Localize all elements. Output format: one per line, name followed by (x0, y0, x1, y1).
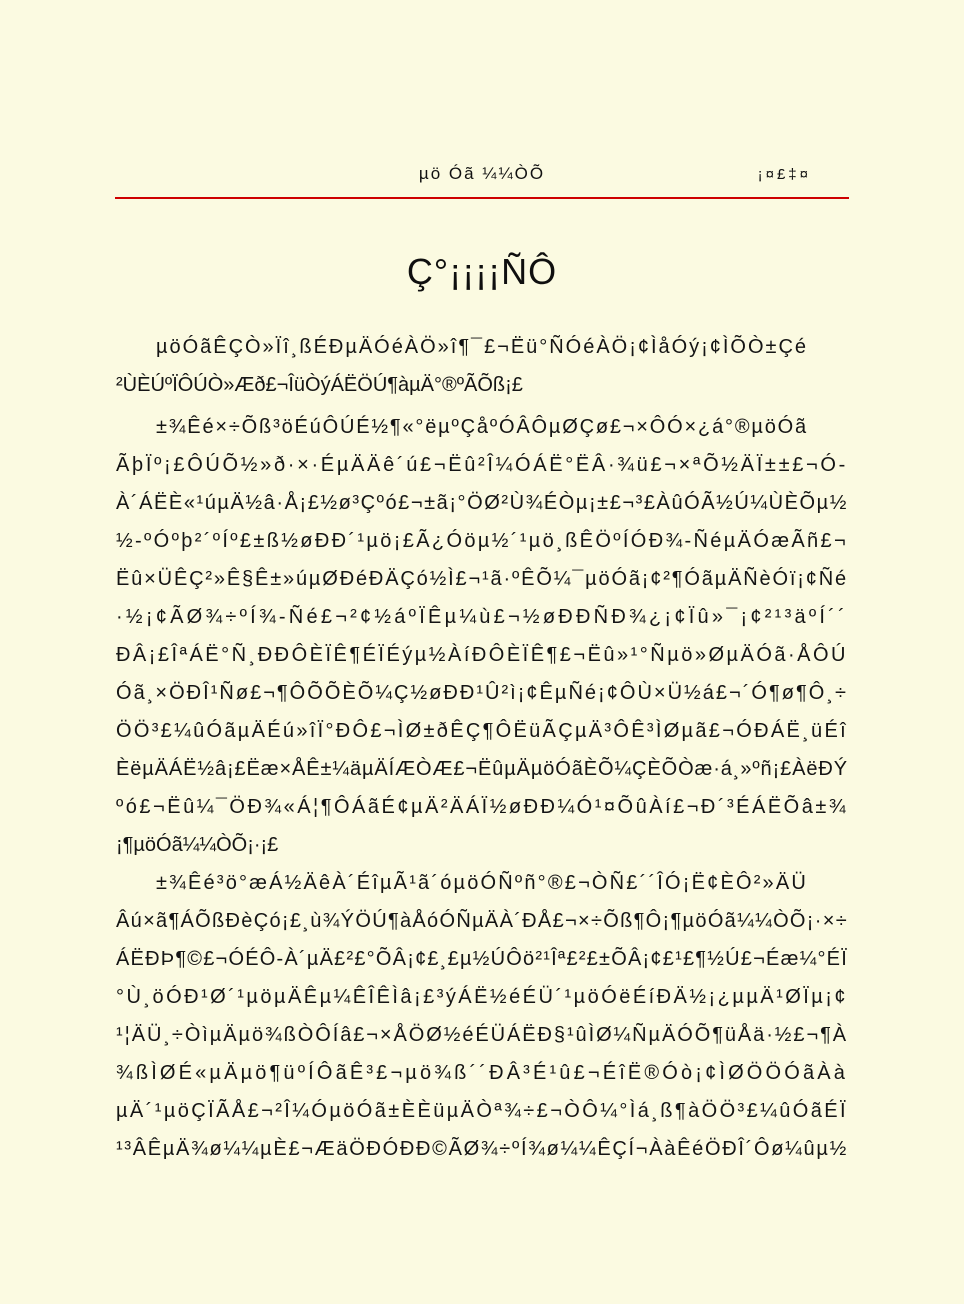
running-header-title: µö Óã ¼¼ÒÕ (418, 164, 546, 183)
body-line: ¹³ÂÊµÄ¾ø¼¼µÈ£¬ÆäÖÐÓÐÐ©ÃØ¾÷ºÍ¾ø¼¼ÊÇÍ¬ÀàÊéÖÐÎ´Ôø¼ûµ½ (116, 1138, 848, 1160)
body-line: ¹¦ÄÜ¸÷ÒìµÄµö¾ßÒÔÍâ£¬×ÅÖØ½éÉÜÁËÐ§¹ûÌØ¼ÑµÄÓÕ¶üÅä·½£¬¶À (116, 1024, 848, 1046)
body-line: ²ÙÈÚºÏÔÚÒ»Æð£¬ÎüÒýÁËÖÚ¶àµÄ°®ºÃÕß¡£ (116, 374, 523, 396)
body-line: ±¾Êé×÷Õß³öÉúÔÚÉ½¶«°ëµºÇåºÓÂÔµØÇø£¬×ÔÓ×¿á°®µöÓã (156, 416, 808, 438)
body-line: ºó£¬Ëû¼¯ÖÐ¾«Á¦¶ÔÁãÉ¢µÄ²ÄÁÏ½øÐÐ¼Ó¹¤ÕûÀí£¬Ð´³ÉÁËÕâ±¾ (116, 796, 848, 818)
body-line: Ëû×ÜÊÇ²»Ê§Ê±»úµØÐéÐÄÇó½Ì£¬¹ã·ºÊÕ¼¯µöÓã¡¢²¶ÓãµÄÑèÓï¡¢Ñé (116, 568, 848, 590)
body-line: µöÓãÊÇÒ»Ïî¸ßÉÐµÄÓéÀÖ»î¶¯£¬Ëü°ÑÓéÀÖ¡¢ÌåÓý¡¢ÌÕÒ±Çé (156, 336, 808, 358)
body-line: ÖÖ³£¼ûÓãµÄÉú»îÏ°ÐÔ£¬ÌØ±ðÊÇ¶ÔËüÃÇµÄ³ÔÊ³ÌØµã£¬ÓÐÁË¸üÉî (116, 720, 848, 742)
body-text (116, 328, 848, 1168)
running-header (115, 160, 849, 194)
body-line: ÐÂ¡£ÎªÁË°Ñ¸ÐÐÔÈÏÊ¶ÉÏÉýµ½ÀíÐÔÈÏÊ¶£¬Ëû»¹°Ñµö»ØµÄÓã·ÅÔÚ (116, 644, 848, 666)
page-number: ¡¤£‡¤ (757, 166, 811, 183)
body-line: ·½¡¢ÃØ¾÷ºÍ¾-Ñé£¬²¢½áºÏÊµ¼ù£¬½øÐÐÑÐ¾¿¡¢Ïû»¯¡¢²¹³äºÍ´´ (116, 606, 848, 628)
body-line: ½-ºÓºþ²´ºÍº£±ß½øÐÐ´¹µö¡£Ã¿Óöµ½´¹µö¸ßÊÖºÍÓÐ¾-ÑéµÄÓæÃñ£¬ (116, 530, 848, 552)
body-line: ¾ßÌØÉ«µÄµö¶üºÍÔãÊ³£¬µö¾ß´´ÐÂ³É¹û£¬ÉîË®Óò¡¢ÌØÖÖÓãÀà (116, 1062, 848, 1084)
body-line: ÈëµÄÁË½â¡£Ëæ×ÅÊ±¼äµÄÍÆÒÆ£¬ËûµÄµöÓãÈÕ¼ÇÈÕÒæ·á¸»ºñ¡£ÀëÐÝ (116, 758, 848, 780)
body-line: Âú×ã¶ÁÕßÐèÇó¡£¸ù¾ÝÖÚ¶àÅóÓÑµÄÀ´ÐÅ£¬×÷Õß¶Ô¡¶µöÓã¼¼ÒÕ¡·×÷ (116, 910, 848, 932)
body-line: À´ÁËÈ«¹úµÄ½â·Å¡£½ø³Çºó£¬±ã¡°ÖØ²Ù¾ÉÒµ¡±£¬³£ÀûÓÃ½Ú¼ÙÈÕµ½ (116, 492, 848, 514)
body-line: ÃþÏº¡£ÔÚÕ½»ð·×·ÉµÄÄê´ú£¬Ëû²Î¼ÓÁË°ËÂ·¾ü£¬×ªÕ½ÄÏ±±£¬Ó- (116, 454, 848, 476)
body-line: ÁËÐÞ¶©£¬ÓÉÔ-À´µÄ£²£°ÕÂ¡¢£¸£µ½ÚÔö²¹Îª£²£±ÕÂ¡¢£¹£¶½Ú£¬Éæ¼°ÉÏ (116, 948, 848, 970)
body-line: ±¾Êé³ö°æÁ½ÄêÀ´ÉîµÃ¹ã´óµöÓÑºñ°®£¬ÒÑ£´´ÎÓ¡Ë¢ÈÔ²»ÄÜ (156, 872, 808, 894)
header-rule (115, 197, 849, 199)
body-line: µÄ´¹µöÇÏÃÅ£¬²Î¼ÓµöÓã±ÈÈüµÄÒª¾÷£¬ÒÔ¼°Ìá¸ß¶àÖÖ³£¼ûÓãÉÏ (116, 1100, 848, 1122)
page-title: Ç°¡¡¡¡ÑÔ (406, 251, 558, 292)
body-line: °Ù¸öÓÐ¹Ø´¹µöµÄÊµ¼ÊÎÊÌâ¡£³ýÁË½éÉÜ´¹µöÓëÉíÐÄ½¡¿µµÄ¹ØÏµ¡¢ (116, 986, 848, 1008)
body-line: Óã¸×ÖÐÎ¹Ñø£¬¶ÔÕÕÈÕ¼Ç½øÐÐ¹Û²ì¡¢ÊµÑé¡¢ÔÙ×Ü½á£¬´Ó¶ø¶Ô¸÷ (116, 682, 848, 704)
body-line: ¡¶µöÓã¼¼ÒÕ¡·¡£ (116, 834, 279, 856)
